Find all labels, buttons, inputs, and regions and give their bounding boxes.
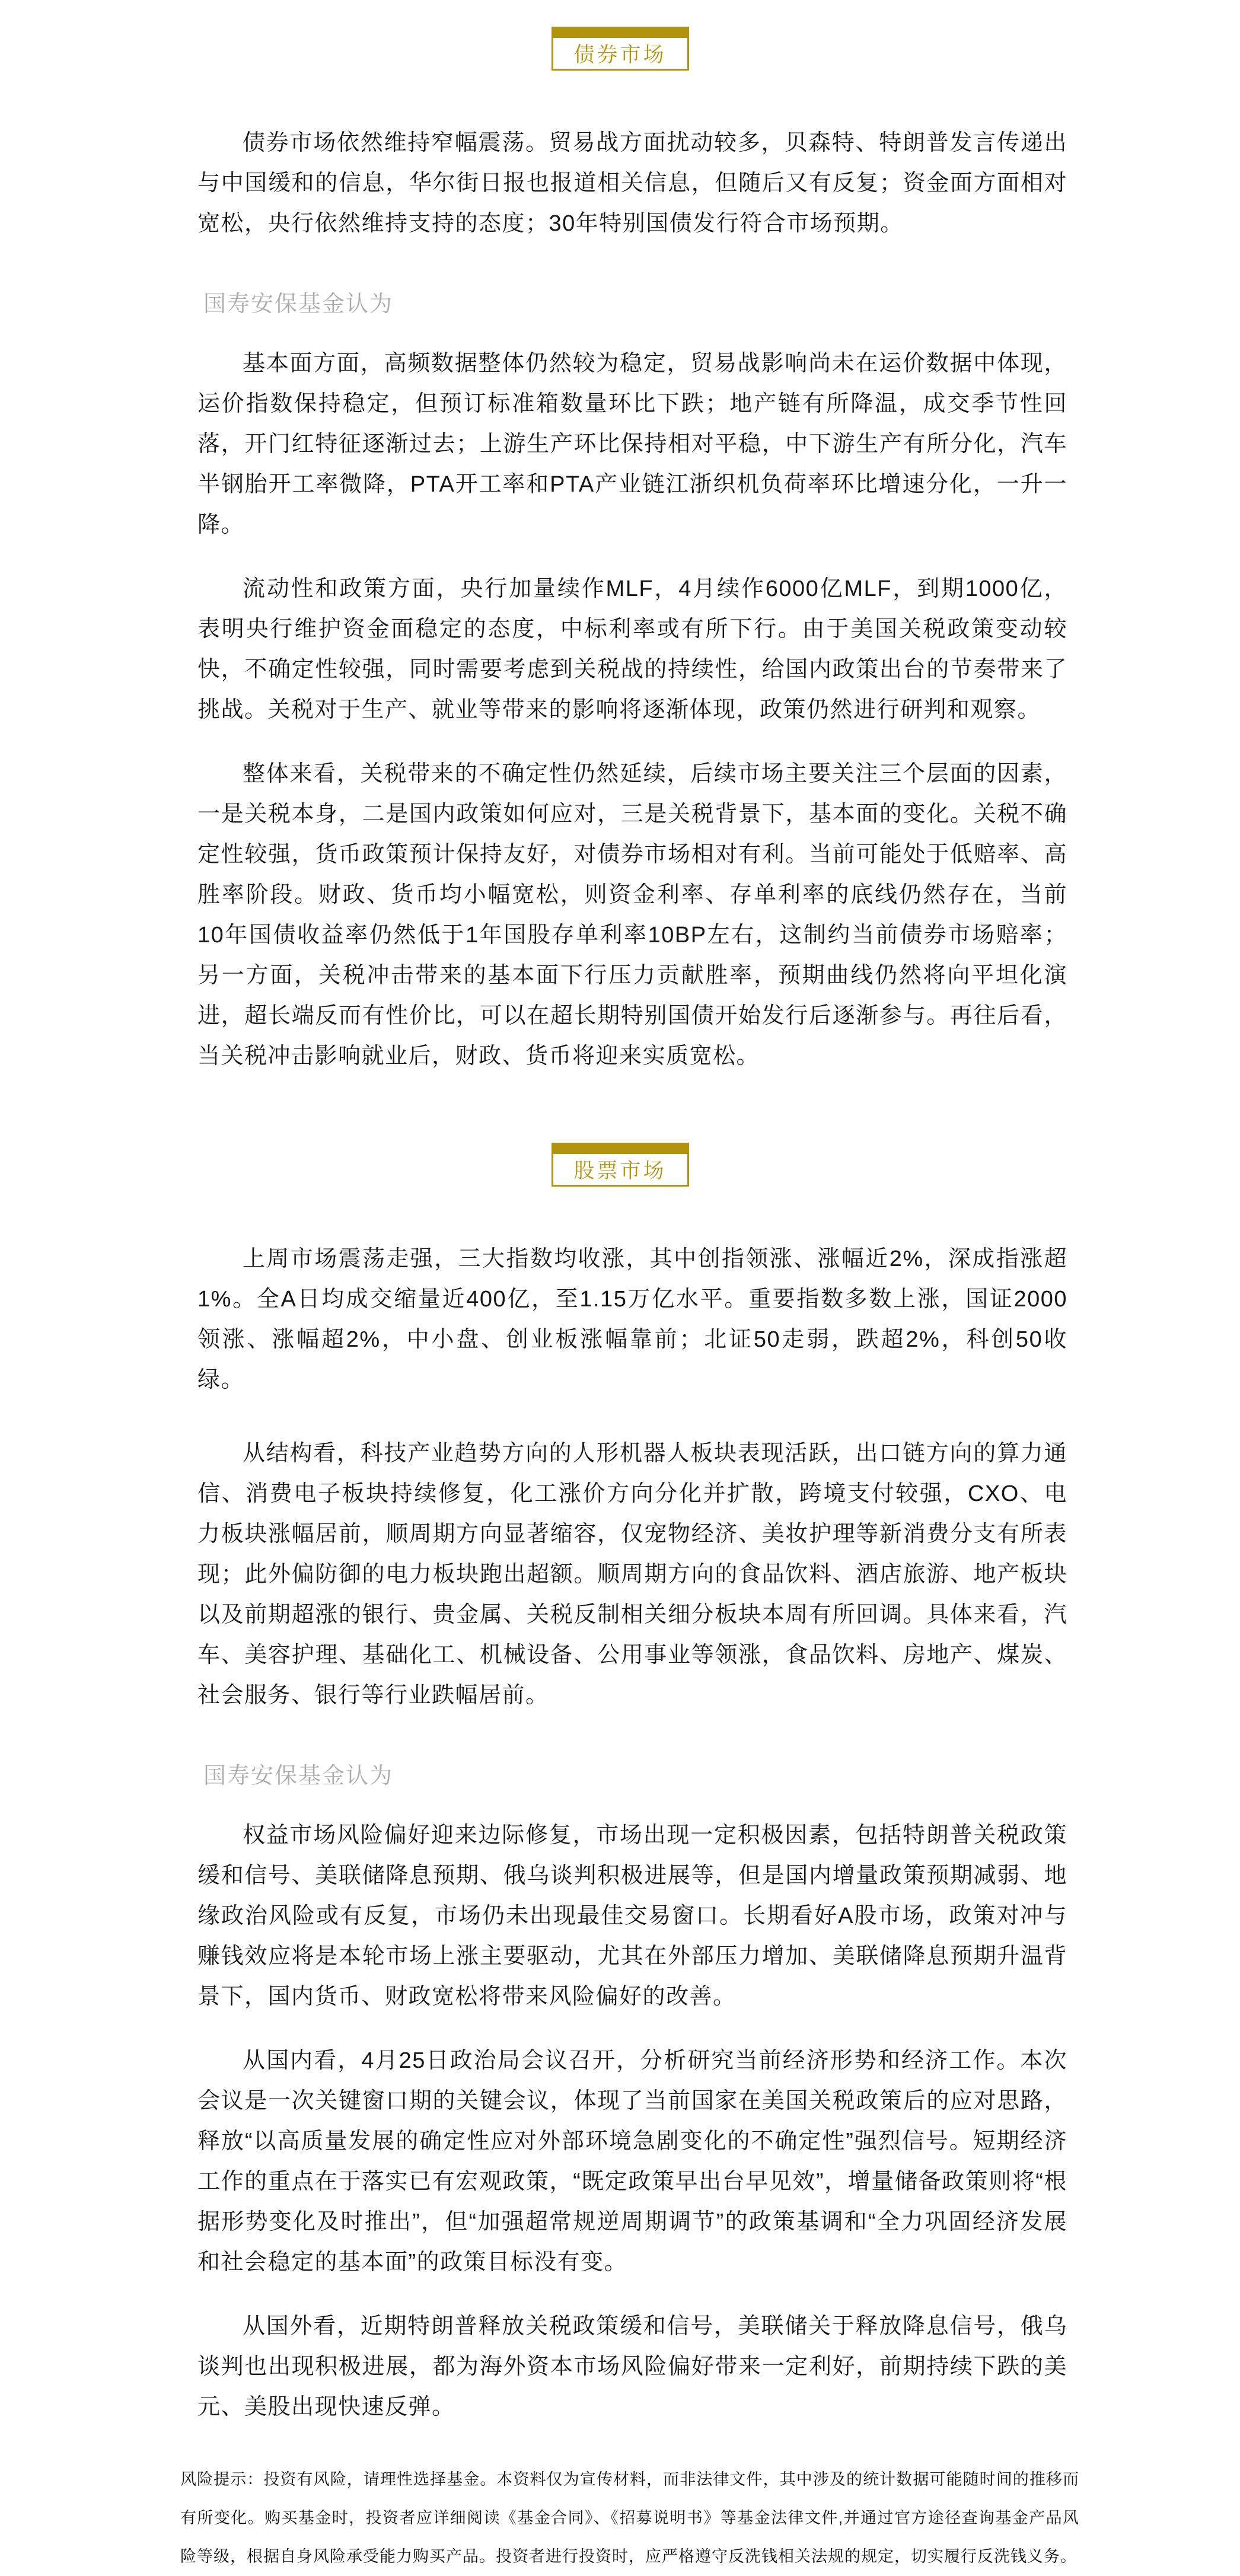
bond-market-section — [197, 123, 1067, 1076]
risk-disclaimer: 风险提示：投资有风险，请理性选择基金。本资料仅为宣传材料，而非法律文件，其中涉及的统计数据可能随时间的推移而有所变化。购买基金时，投资者应详细阅读《基金合同》、《招募说明书》等基金法律文件,并通过官方途径查询基金产品风险等级，根据自身风险承受能力购买产品。投资者进行投资时，应严格遵守反洗钱相关法规的规定，切实履行反洗钱义务。 — [180, 2470, 1079, 2565]
bond-market-badge-label: 债券市场 — [552, 36, 689, 71]
bond-analysis-paragraph: 基本面方面，高频数据整体仍然较为稳定，贸易战影响尚未在运价数据中体现，运价指数保持稳定，但预订标准箱数量环比下跌；地产链有所降温，成交季节性回落，开门红特征逐渐过去；上游生产环比保持相对平稳，中下游生产有所分化，汽车半钢胎开工率微降，PTA开工率和PTA产业链江浙织机负荷率环比增速分化，一升一降。 — [197, 351, 1067, 537]
fund-view-heading-bond: 国寿安保基金认为 — [203, 292, 394, 317]
bond-analysis-paragraph: 流动性和政策方面，央行加量续作MLF，4月续作6000亿MLF，到期1000亿，表明央行维护资金面稳定的态度，中标利率或有所下行。由于美国关税政策变动较快，不确定性较强，同时需要考虑到关税战的持续性，给国内政策出台的节奏带来了挑战。关税对于生产、就业等带来的影响将逐渐体现，政策仍然进行研判和观察。 — [197, 576, 1067, 722]
stock-analysis-paragraph: 权益市场风险偏好迎来边际修复，市场出现一定积极因素，包括特朗普关税政策缓和信号、美联储降息预期、俄乌谈判积极进展等，但是国内增量政策预期减弱、地缘政治风险或有反复，市场仍未出现最佳交易窗口。长期看好A股市场，政策对冲与赚钱效应将是本轮市场上涨主要驱动，尤其在外部压力增加、美联储降息预期升温背景下，国内货币、财政宽松将带来风险偏好的改善。 — [197, 1823, 1067, 2009]
stock-structure-paragraph: 从结构看，科技产业趋势方向的人形机器人板块表现活跃，出口链方向的算力通信、消费电子板块持续修复，化工涨价方向分化并扩散，跨境支付较强，CXO、电力板块涨幅居前，顺周期方向显著缩容，仅宠物经济、美妆护理等新消费分支有所表现；此外偏防御的电力板块跑出超额。顺周期方向的食品饮料、酒店旅游、地产板块以及前期超涨的银行、贵金属、关税反制相关细分板块本周有所回调。具体来看，汽车、美容护理、基础化工、机械设备、公用事业等领涨，食品饮料、房地产、煤炭、社会服务、银行等行业跌幅居前。 — [197, 1441, 1067, 1708]
stock-market-section — [197, 1239, 1067, 2427]
badge-gold-bar — [552, 27, 689, 36]
stock-market-badge-label: 股票市场 — [552, 1152, 689, 1187]
stock-analysis-paragraph: 从国外看，近期特朗普释放关税政策缓和信号，美联储关于释放降息信号，俄乌谈判也出现积极进展，都为海外资本市场风险偏好带来一定利好，前期持续下跌的美元、美股出现快速反弹。 — [197, 2314, 1067, 2419]
stock-intro-paragraph: 上周市场震荡走强，三大指数均收涨，其中创指领涨、涨幅近2%，深成指涨超1%。全A日均成交缩量近400亿，至1.15万亿水平。重要指数多数上涨，国证2000领涨、涨幅超2%，中小盘、创业板涨幅靠前；北证50走弱，跌超2%，科创50收绿。 — [197, 1246, 1067, 1392]
bond-market-badge — [552, 0, 689, 71]
bond-analysis-paragraph: 整体来看，关税带来的不确定性仍然延续，后续市场主要关注三个层面的因素，一是关税本身，二是国内政策如何应对，三是关税背景下，基本面的变化。关税不确定性较强，货币政策预计保持友好，对债券市场相对有利。当前可能处于低赔率、高胜率阶段。财政、货币均小幅宽松，则资金利率、存单利率的底线仍然存在，当前10年国债收益率仍然低于1年国股存单利率10BP左右，这制约当前债券市场赔率；另一方面，关税冲击带来的基本面下行压力贡献胜率，预期曲线仍然将向平坦化演进，超长端反而有性价比，可以在超长期特别国债开始发行后逐渐参与。再往后看，当关税冲击影响就业后，财政、货币将迎来实质宽松。 — [197, 761, 1067, 1069]
stock-analysis-paragraph: 从国内看，4月25日政治局会议召开，分析研究当前经济形势和经济工作。本次会议是一次关键窗口期的关键会议，体现了当前国家在美国关税政策后的应对思路，释放“以高质量发展的确定性应对外部环境急剧变化的不确定性”强烈信号。短期经济工作的重点在于落实已有宏观政策，“既定政策早出台早见效”，增量储备政策则将“根据形势变化及时推出”，但“加强超常规逆周期调节”的政策基调和“全力巩固经济发展和社会稳定的基本面”的政策目标没有变。 — [197, 2048, 1067, 2275]
stock-market-badge — [552, 1143, 689, 1187]
badge-gold-bar — [552, 1143, 689, 1152]
bond-intro-paragraph: 债券市场依然维持窄幅震荡。贸易战方面扰动较多，贝森特、特朗普发言传递出与中国缓和的信息，华尔街日报也报道相关信息，但随后又有反复；资金面方面相对宽松，央行依然维持支持的态度；30年特别国债发行符合市场预期。 — [197, 130, 1067, 236]
fund-view-heading-stock: 国寿安保基金认为 — [203, 1764, 394, 1788]
